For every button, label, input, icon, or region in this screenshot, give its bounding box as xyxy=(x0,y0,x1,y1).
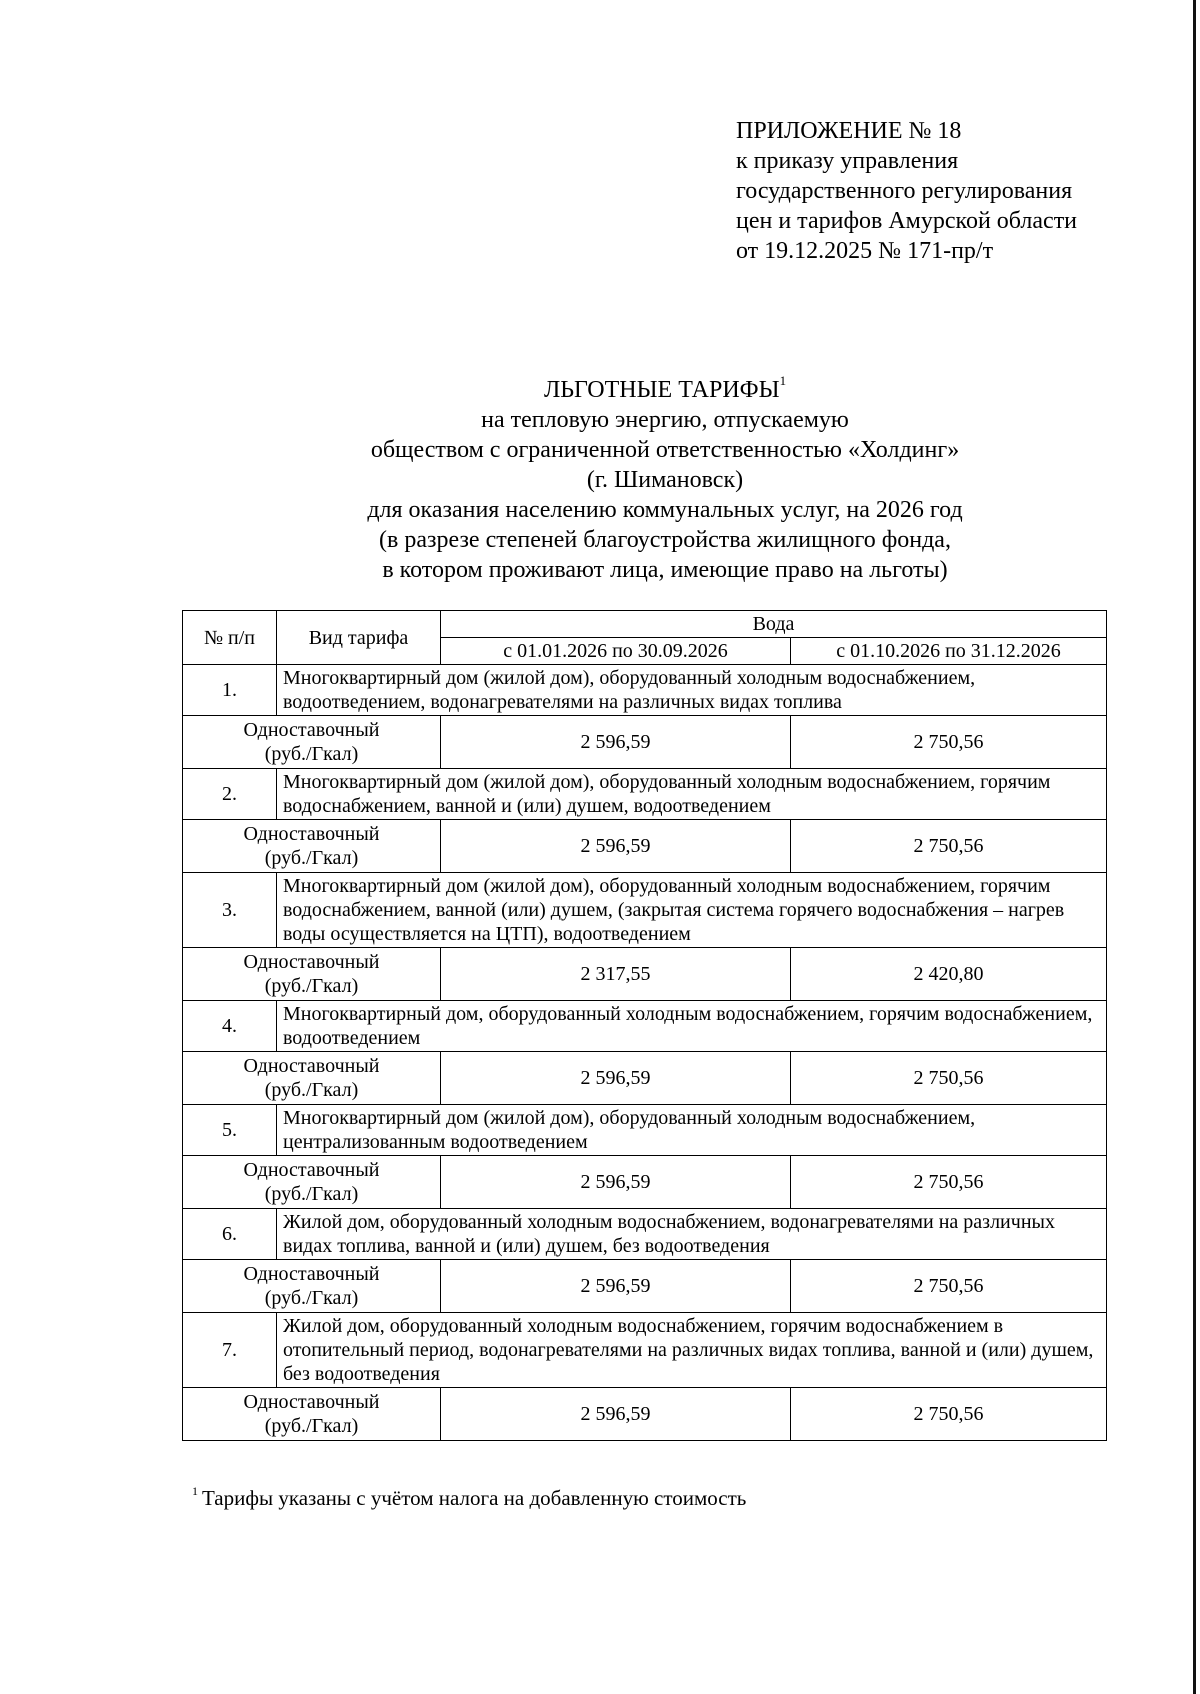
rate-label-unit: (руб./Гкал) xyxy=(264,1287,359,1309)
tariff-table xyxy=(182,610,1107,1441)
title-line: (г. Шимановск) xyxy=(586,467,744,493)
section-row xyxy=(183,769,1107,820)
rate-value-period-1: 2 596,59 xyxy=(441,820,791,873)
rate-value-period-2: 2 750,56 xyxy=(791,1156,1107,1209)
section-row xyxy=(183,1105,1107,1156)
section-description: Многоквартирный дом (жилой дом), оборудованный холодным водоснабжением, централизованным водоотведением xyxy=(277,1105,1107,1156)
rate-label xyxy=(183,716,441,769)
title-line: в котором проживают лица, имеющие право на льготы) xyxy=(382,557,948,583)
title-main xyxy=(100,366,1200,405)
rate-row xyxy=(183,1156,1107,1209)
header-period-1: с 01.01.2026 по 30.09.2026 xyxy=(441,638,791,665)
rate-label-type: Одноставочный xyxy=(243,1263,380,1285)
section-number: 4. xyxy=(183,1001,277,1052)
appendix-line: от 19.12.2025 № 171-пр/т xyxy=(736,238,994,264)
rate-value-period-2: 2 420,80 xyxy=(791,948,1107,1001)
section-number: 2. xyxy=(183,769,277,820)
rate-row xyxy=(183,716,1107,769)
header-group: Вода xyxy=(441,611,1107,638)
rate-label-unit: (руб./Гкал) xyxy=(264,1415,359,1437)
title-line: на тепловую энергию, отпускаемую xyxy=(481,407,849,433)
appendix-line: ПРИЛОЖЕНИЕ № 18 xyxy=(736,118,962,144)
rate-value-period-1: 2 317,55 xyxy=(441,948,791,1001)
rate-value-period-2: 2 750,56 xyxy=(791,820,1107,873)
rate-row xyxy=(183,948,1107,1001)
rate-row xyxy=(183,1260,1107,1313)
scan-edge-line xyxy=(1188,0,1200,1694)
title-line: (в разрезе степеней благоустройства жилищного фонда, xyxy=(379,527,951,553)
section-description: Многоквартирный дом (жилой дом), оборудованный холодным водоснабжением, горячим водоснабжением, ванной и (или) душем, водоотведением xyxy=(277,769,1107,820)
rate-value-period-1: 2 596,59 xyxy=(441,1388,791,1441)
rate-value-period-1: 2 596,59 xyxy=(441,1156,791,1209)
section-number: 6. xyxy=(183,1209,277,1260)
rate-label xyxy=(183,820,441,873)
appendix-line: к приказу управления xyxy=(736,148,959,174)
rate-label-type: Одноставочный xyxy=(243,823,380,845)
rate-label-type: Одноставочный xyxy=(243,719,380,741)
section-number: 5. xyxy=(183,1105,277,1156)
section-row xyxy=(183,1001,1107,1052)
rate-label-unit: (руб./Гкал) xyxy=(264,847,359,869)
rate-label-type: Одноставочный xyxy=(243,1391,380,1413)
section-number: 3. xyxy=(183,873,277,948)
rate-row xyxy=(183,1388,1107,1441)
rate-row xyxy=(183,820,1107,873)
title-line: для оказания населению коммунальных услуг, на 2026 год xyxy=(367,497,963,523)
title-footnote-mark: 1 xyxy=(779,373,787,388)
header-type: Вид тарифа xyxy=(277,611,441,665)
section-description: Жилой дом, оборудованный холодным водоснабжением, горячим водоснабжением в отопительный период, водонагревателями на различных видах топлива, ванной и (или) душем, без водоотведения xyxy=(277,1313,1107,1388)
section-number: 7. xyxy=(183,1313,277,1388)
section-row xyxy=(183,873,1107,948)
rate-label xyxy=(183,1388,441,1441)
rate-label-unit: (руб./Гкал) xyxy=(264,1079,359,1101)
rate-value-period-1: 2 596,59 xyxy=(441,716,791,769)
section-description: Жилой дом, оборудованный холодным водоснабжением, водонагревателями на различных видах топлива, ванной и (или) душем, без водоотведения xyxy=(277,1209,1107,1260)
section-description: Многоквартирный дом, оборудованный холодным водоснабжением, горячим водоснабжением, водоотведением xyxy=(277,1001,1107,1052)
header-row xyxy=(183,611,1107,638)
rate-label-type: Одноставочный xyxy=(243,1159,380,1181)
appendix-line: государственного регулирования xyxy=(736,178,1073,204)
section-description: Многоквартирный дом (жилой дом), оборудованный холодным водоснабжением, водоотведением, водонагревателями на различных видах топлива xyxy=(277,665,1107,716)
rate-label-type: Одноставочный xyxy=(243,951,380,973)
title-line: обществом с ограниченной ответственностью «Холдинг» xyxy=(370,437,960,463)
rate-label-type: Одноставочный xyxy=(243,1055,380,1077)
rate-label xyxy=(183,1052,441,1105)
rate-label xyxy=(183,1156,441,1209)
rate-value-period-2: 2 750,56 xyxy=(791,1388,1107,1441)
rate-label-unit: (руб./Гкал) xyxy=(264,975,359,997)
tariff-table-body xyxy=(183,611,1107,1441)
rate-label-unit: (руб./Гкал) xyxy=(264,1183,359,1205)
document-title xyxy=(100,366,1200,585)
rate-value-period-2: 2 750,56 xyxy=(791,716,1107,769)
section-description: Многоквартирный дом (жилой дом), оборудованный холодным водоснабжением, горячим водоснабжением, ванной (или) душем, (закрытая система горячего водоснабжения – нагрев воды осуществляется на ЦТП), водоотведением xyxy=(277,873,1107,948)
header-num: № п/п xyxy=(183,611,277,665)
header-period-2: с 01.10.2026 по 31.12.2026 xyxy=(791,638,1107,665)
footnote-mark: 1 xyxy=(192,1484,198,1498)
rate-label xyxy=(183,948,441,1001)
rate-value-period-1: 2 596,59 xyxy=(441,1260,791,1313)
footnote-text: Тарифы указаны с учётом налога на добавленную стоимость xyxy=(202,1486,747,1510)
title-main-text: ЛЬГОТНЫЕ ТАРИФЫ xyxy=(543,377,780,403)
section-row xyxy=(183,1313,1107,1388)
section-row xyxy=(183,1209,1107,1260)
rate-value-period-1: 2 596,59 xyxy=(441,1052,791,1105)
rate-value-period-2: 2 750,56 xyxy=(791,1260,1107,1313)
rate-row xyxy=(183,1052,1107,1105)
rate-label-unit: (руб./Гкал) xyxy=(264,743,359,765)
appendix-header xyxy=(736,116,1077,266)
section-number: 1. xyxy=(183,665,277,716)
rate-label xyxy=(183,1260,441,1313)
footnote xyxy=(192,1484,746,1511)
appendix-line: цен и тарифов Амурской области xyxy=(736,208,1078,234)
section-row xyxy=(183,665,1107,716)
rate-value-period-2: 2 750,56 xyxy=(791,1052,1107,1105)
